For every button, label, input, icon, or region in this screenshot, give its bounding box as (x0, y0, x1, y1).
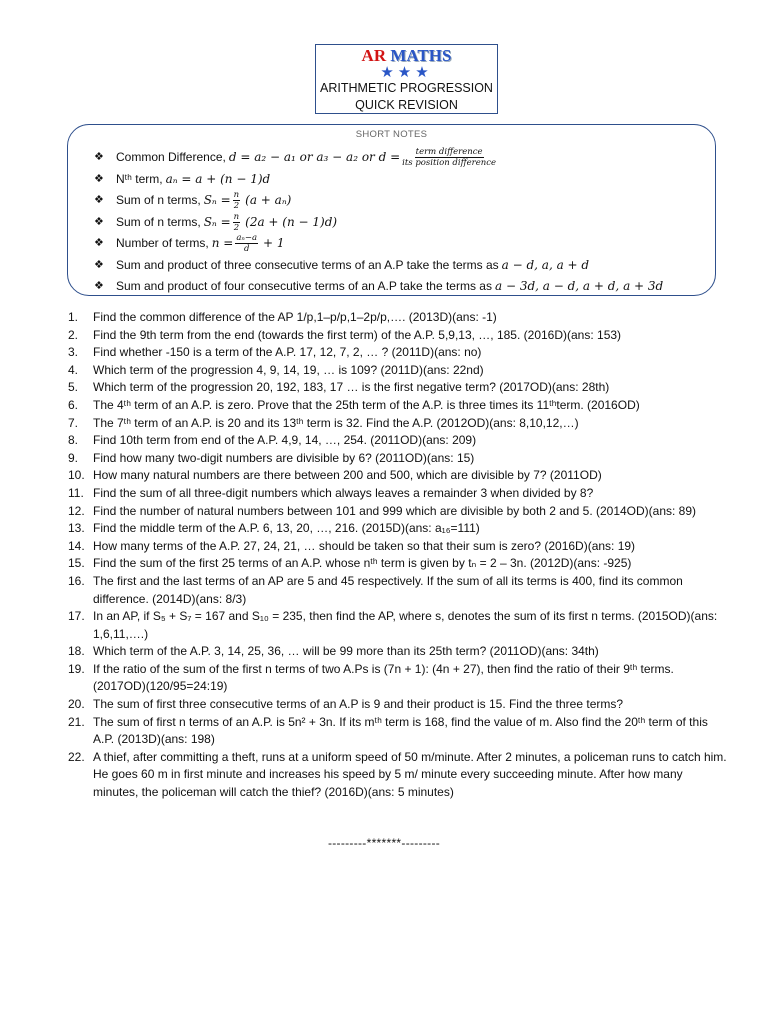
fraction-denominator: 2 (233, 201, 240, 212)
question-item (68, 397, 728, 415)
note-formula: aₙ = a + (n − 1)d (165, 171, 271, 186)
question-text: Find the sum of all three-digit numbers which always leaves a remainder 3 when divided by 8? (93, 485, 594, 500)
question-text: Find whether -150 is a term of the A.P. 17, 12, 7, 2, … ? (2011D)(ans: no) (93, 345, 482, 360)
stars-icon: ★★★ (380, 64, 433, 81)
note-formula: n = (211, 236, 234, 250)
note-formula: a − d, a, a + d (501, 257, 590, 272)
question-text: In an AP, if S₅ + S₇ = 167 and S₁₀ = 235, then find the AP, where s, denotes the sum of its first n terms. (2015OD)(ans: 1,6,11,….) (93, 609, 718, 641)
diamond-bullet-icon: ❖ (94, 280, 104, 292)
fraction-numerator: term difference (415, 147, 483, 158)
question-number: 2. (68, 327, 79, 342)
question-text: The sum of first three consecutive terms of an A.P is 9 and their product is 15. Find the three terms? (93, 697, 624, 712)
diamond-bullet-icon: ❖ (94, 258, 104, 271)
logo-ar-text: AR (361, 46, 387, 65)
note-item (94, 169, 705, 191)
fraction-denominator: d (243, 244, 250, 255)
question-text: Find the number of natural numbers between 101 and 999 which are divisible by both 2 and 5. (2014OD)(ans: 89) (93, 503, 697, 518)
question-number: 3. (68, 345, 79, 360)
question-text: Which term of the progression 4, 9, 14, 19, … is 109? (2011D)(ans: 22nd) (93, 362, 484, 377)
note-formula: Sₙ = (203, 193, 231, 207)
note-item (94, 233, 705, 255)
question-item (68, 432, 728, 450)
question-text: The sum of first n terms of an A.P. is 5n² + 3n. If its mᵗʰ term is 168, find the value of m. Also find the 20ᵗʰ term of this A.P. (2013D)(ans: 198) (93, 714, 708, 747)
question-number: 9. (68, 450, 79, 465)
question-number: 22. (68, 749, 85, 764)
question-number: 14. (68, 538, 85, 553)
question-item (68, 538, 728, 556)
question-item (68, 555, 728, 573)
question-text: Which term of the progression 20, 192, 183, 17 … is the first negative term? (2017OD)(ans: 28th) (93, 380, 610, 395)
question-number: 6. (68, 397, 79, 412)
note-item (94, 190, 705, 212)
question-text: The 7ᵗʰ term of an A.P. is 20 and its 13ᵗʰ term is 32. Find the A.P. (2012OD)(ans: 8,10,12,…) (93, 415, 579, 430)
diamond-bullet-icon: ❖ (94, 172, 104, 185)
fraction-numerator: aₙ−a (236, 233, 258, 244)
question-text: Find the sum of the first 25 terms of an A.P. whose nᵗʰ term is given by tₙ = 2 – 3n. (2012D)(ans: -925) (93, 556, 632, 571)
question-item (68, 309, 728, 327)
diamond-bullet-icon: ❖ (94, 151, 104, 163)
question-number: 13. (68, 521, 85, 536)
fraction (402, 147, 496, 168)
page-subtitle: QUICK REVISION (355, 98, 458, 112)
note-formula: a − 3d, a − d, a + d, a + 3d (494, 279, 664, 293)
question-number: 15. (68, 556, 85, 571)
question-text: Find the 9th term from the end (towards the first term) of the A.P. 5,9,13, …, 185. (2016D)(ans: 153) (93, 327, 622, 342)
question-number: 5. (68, 380, 79, 395)
note-formula: Sₙ = (203, 214, 231, 229)
question-number: 17. (68, 609, 85, 624)
title-box (315, 44, 498, 114)
question-list (68, 309, 728, 802)
page-title: ARITHMETIC PROGRESSION (320, 81, 493, 95)
question-number: 1. (68, 310, 79, 324)
note-label: Sum of n terms, (116, 214, 201, 229)
question-item (68, 520, 728, 538)
question-item (68, 503, 728, 521)
question-number: 19. (68, 661, 85, 676)
note-label: Number of terms, (116, 236, 209, 250)
question-text: Find the middle term of the A.P. 6, 13, 20, …, 216. (2015D)(ans: a₁₆=111) (93, 521, 480, 536)
question-item (68, 415, 728, 433)
note-item (94, 255, 705, 277)
question-item (68, 714, 728, 749)
question-number: 16. (68, 573, 85, 588)
diamond-bullet-icon: ❖ (94, 194, 104, 206)
note-label: Sum and product of three consecutive terms of an A.P take the terms as (116, 257, 499, 272)
question-item (68, 643, 728, 661)
question-number: 10. (68, 468, 85, 483)
question-item (68, 608, 728, 643)
note-item (94, 276, 705, 298)
question-item (68, 573, 728, 608)
note-item (94, 212, 705, 234)
question-number: 21. (68, 714, 85, 729)
question-item (68, 467, 728, 485)
question-item (68, 696, 728, 714)
fraction (233, 212, 240, 233)
note-label: Nᵗʰ term, (116, 171, 163, 186)
fraction-numerator: n (233, 190, 240, 201)
question-number: 11. (68, 485, 84, 500)
question-text: How many natural numbers are there between 200 and 500, which are divisible by 7? (2011OD) (93, 468, 602, 483)
short-notes-heading: SHORT NOTES (355, 129, 428, 140)
diamond-bullet-icon: ❖ (94, 215, 104, 228)
note-formula-tail: + 1 (263, 236, 285, 250)
note-label: Sum and product of four consecutive terms of an A.P take the terms as (116, 279, 492, 293)
question-text: If the ratio of the sum of the first n terms of two A.Ps is (7n + 1): (4n + 27), then find the ratio of their 9ᵗʰ terms. (2017OD)(120/95=24:19) (93, 661, 674, 694)
question-item (68, 661, 728, 696)
question-number: 12. (68, 503, 85, 518)
question-text: The 4ᵗʰ term of an A.P. is zero. Prove that the 25th term of the A.P. is three times its 11ᵗʰterm. (2016OD) (93, 397, 640, 412)
fraction-denominator: 2 (233, 222, 240, 233)
question-text: Find the common difference of the AP 1/p,1–p/p,1–2p/p,…. (2013D)(ans: -1) (93, 310, 497, 324)
question-item (68, 379, 728, 397)
note-formula: d = a₂ − a₁ or a₃ − a₂ or d = (228, 150, 401, 164)
question-number: 8. (68, 433, 79, 448)
note-label: Sum of n terms, (116, 193, 201, 207)
question-text: Find how many two-digit numbers are divisible by 6? (2011OD)(ans: 15) (93, 450, 475, 465)
question-item (68, 327, 728, 345)
question-text: Which term of the A.P. 3, 14, 25, 36, … will be 99 more than its 25th term? (2011OD)(ans: 34th) (93, 644, 599, 659)
note-formula-tail: (2a + (n − 1)d) (245, 214, 338, 229)
note-item (94, 147, 705, 169)
question-text: A thief, after committing a theft, runs at a uniform speed of 50 m/minute. After 2 minutes, a policeman runs to catch him. He goes 60 m in first minute and increases his speed by 5 m/ minute every succeeding minute. After how many minutes, the policeman will catch the thief? (2016D)(ans: 5 minutes) (93, 749, 727, 800)
question-item (68, 362, 728, 380)
note-label: Common Difference, (116, 150, 226, 164)
question-text: How many terms of the A.P. 27, 24, 21, … should be taken so that their sum is zero? (2016D)(ans: 19) (93, 538, 636, 553)
notes-list (94, 147, 705, 298)
question-number: 4. (68, 362, 79, 377)
fraction-numerator: n (233, 211, 240, 222)
fraction (235, 233, 258, 254)
question-text: The first and the last terms of an AP are 5 and 45 respectively. If the sum of all its terms is 400, find its common difference. (2014D)(ans: 8/3) (93, 573, 683, 606)
ar-maths-logo (316, 46, 497, 66)
diamond-bullet-icon: ❖ (94, 237, 104, 249)
question-number: 7. (68, 415, 79, 430)
fraction-denominator: its position difference (402, 158, 496, 169)
logo-maths-text: MATHS (390, 46, 452, 65)
question-item (68, 450, 728, 468)
end-divider: ---------*******--------- (327, 836, 441, 850)
fraction (233, 190, 240, 211)
question-item (68, 749, 728, 802)
question-item (68, 485, 728, 503)
short-notes-box (67, 124, 716, 296)
question-text: Find 10th term from end of the A.P. 4,9, 14, …, 254. (2011OD)(ans: 209) (93, 433, 477, 448)
note-formula-tail: (a + aₙ) (245, 193, 292, 207)
question-number: 20. (68, 697, 85, 712)
question-number: 18. (68, 644, 85, 659)
question-item (68, 344, 728, 362)
